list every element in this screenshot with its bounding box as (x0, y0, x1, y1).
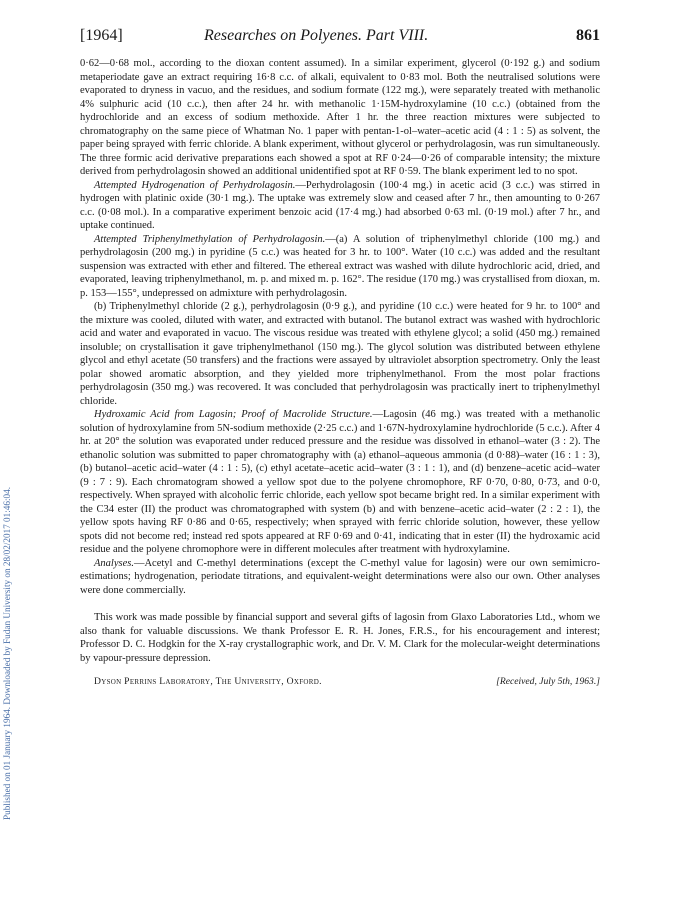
article-body (80, 57, 600, 689)
paragraph-hydroxamic-acid (80, 408, 600, 557)
paragraph-hydrogenation-text: —Perhydrolagosin (100·4 mg.) in acetic acid (3 c.c.) was stirred in hydrogen with platinic oxide (30·1 mg.). The uptake was extremely slow and ceased after 7 hr., then amounting to 0·267 c.c. (0·08 mol.). In a comparative experiment benzoic acid (17·4 mg.) had absorbed 0·63 ml. (0·19 mol.) after 7 hr., and uptake continued. (80, 179, 600, 231)
section-heading-hydroxamic: Hydroxamic Acid from Lagosin; Proof of Macrolide Structure. (94, 409, 373, 420)
page-number: 861 (576, 27, 600, 44)
download-note: Published on 01 January 1964. Downloaded by Fudan University on 28/02/2017 01:46:04. (2, 486, 12, 820)
paragraph-analyses (80, 557, 600, 598)
journal-year: [1964] (80, 27, 123, 44)
received-date: [Received, July 5th, 1963.] (496, 676, 600, 687)
paragraph-analyses-text: —Acetyl and C-methyl determinations (except the C-methyl value for lagosin) were our own semimicro-estimations; hydrogenation, periodate titrations, and equivalent-weight determinations were also our own. Other analyses were done commercially. (80, 557, 600, 596)
paragraph-hydroxamic-text: —Lagosin (46 mg.) was treated with a methanolic solution of hydroxylamine from 5N-sodium methoxide (2·25 c.c.) and 1·67N-hydroxylamine hydrochloride (5 c.c.). After 4 hr. at 20° the solution was evaporated under reduced pressure and the residue was dissolved in ethanol–water (3 : 2). The ethanolic solution was submitted to paper chromatography with (a) ethanol–aqueous ammonia (d 0·88)–water (16 : 1 : 3), (b) butanol–acetic acid–water (4 : 1 : 5), (c) ethyl acetate–acetic acid–water (3 : 1 : 1), and (d) benzene–acetic acid–water (9 : 7 : 9). Each chromatogram showed a yellow spot due to the polyene chromophore, RF 0·70, 0·80, 0·73, and 0·0, respectively. When sprayed with alcoholic ferric chloride, each yellow spot became bright red. In a similar experiment with the C34 ester (II) the product was chromatographed with system (b) and with benzene–acetic acid–water (2 : 2 : 1), the yellow spots having RF 0·86 and 0·65, respectively; when sprayed with ferric chloride solution, however, these yellow spots did not become red; instead red spots appeared at RF 0·69 and 0·41, indicating that in ester (II) the hydroxamic acid residue and the polyene chromophore were in different molecules after treatment with hydroxylamine. (80, 409, 600, 555)
paragraph-triphenylmethylation-b: (b) Triphenylmethyl chloride (2 g.), perhydrolagosin (0·9 g.), and pyridine (10 c.c.) were heated for 9 hr. to 100° and the mixture was cooled, diluted with water, and extracted with butanol. The butanol extract was washed with hydrochloric acid and water and evaporated in vacuo. The viscous residue was treated with ethylene glycol; a solid (450 mg.) remained insoluble; on crystallisation it gave triphenylmethanol (150 mg.). The glycol solution was distributed between ethylene glycol and ethyl acetate (50 transfers) and the fractions were assayed by ultraviolet absorption spectrometry. Only the least polar showed aromatic absorption, and they yielded more triphenylmethanol. From the most polar fractions perhydrolagosin (350 mg.) was recovered. It was concluded that perhydrolagosin was practically inert to triphenylmethyl chloride. (80, 301, 600, 407)
paragraph-triphenylmethylation-a-text: —(a) A solution of triphenylmethyl chloride (100 mg.) and perhydrolagosin (200 mg.) in pyridine (5 c.c.) was heated for 3 hr. to 100°. Water (10 c.c.) was added and the resultant suspension was extracted with ether and filtered. The ethereal extract was washed with dilute hydrochloric acid, dried, and evaporated, leaving triphenylmethanol, m. p. and mixed m. p. 162°. The residue (170 mg.) was crystallised from dioxan, m. p. 153—155°, undepressed on admixture with perhydrolagosin. (80, 233, 600, 299)
section-heading-triphenylmethylation: Attempted Triphenylmethylation of Perhydrolagosin. (94, 233, 326, 245)
paragraph-hydrogenation (80, 179, 600, 233)
page-header (80, 27, 600, 49)
paragraph-triphenylmethylation-a (80, 233, 600, 301)
laboratory-address: Dyson Perrins Laboratory, The University, Oxford. (94, 676, 322, 687)
running-title: Researches on Polyenes. Part VIII. (204, 27, 429, 44)
footer-line (80, 675, 600, 689)
acknowledgements: This work was made possible by financial support and several gifts of lagosin from Glaxo Laboratories Ltd., whom we also thank for valuable discussions. We thank Professor E. R. H. Jones, F.R.S., for his encouragement and interest; Professor D. C. Hodgkin for the X-ray crystallographic work, and Dr. V. M. Clark for the molecular-weight determinations by vapour-pressure depression. (80, 612, 600, 664)
section-heading-analyses: Analyses. (94, 557, 134, 569)
section-heading-hydrogenation: Attempted Hydrogenation of Perhydrolagosin. (94, 179, 296, 191)
paragraph-periodate: 0·62—0·68 mol., according to the dioxan content assumed). In a similar experiment, glycerol (0·192 g.) and sodium metaperiodate gave an extract requiring 16·8 c.c. of alkali, equivalent to 0·83 mol. Both the neutralised solutions were evaporated to dryness in vacuo, and the residues, and sodium formate (122 mg.), were separately treated with methanolic 4% sulphuric acid (10 c.c.), then after 24 hr. with methanolic 1·15M-hydroxylamine (10 c.c.) (obtained from the hydrochloride and an excess of sodium methoxide. After 1 hr. the three reaction mixtures were subjected to chromatography on the same piece of Whatman No. 1 paper with pentan-1-ol–water–acetic acid (4 : 1 : 5) as solvent, the paper being sprayed with ferric chloride. A blank experiment, without glycerol or perhydrolagosin, was run simultaneously. The three formic acid derivative preparations each showed a spot at RF 0·24—0·26 of comparable intensity; the mixture derived from perhydrolagosin showed an additional unidentified spot at RF 0·59. The blank experiment led to no spot. (80, 58, 600, 177)
download-sidebar (2, 80, 18, 820)
